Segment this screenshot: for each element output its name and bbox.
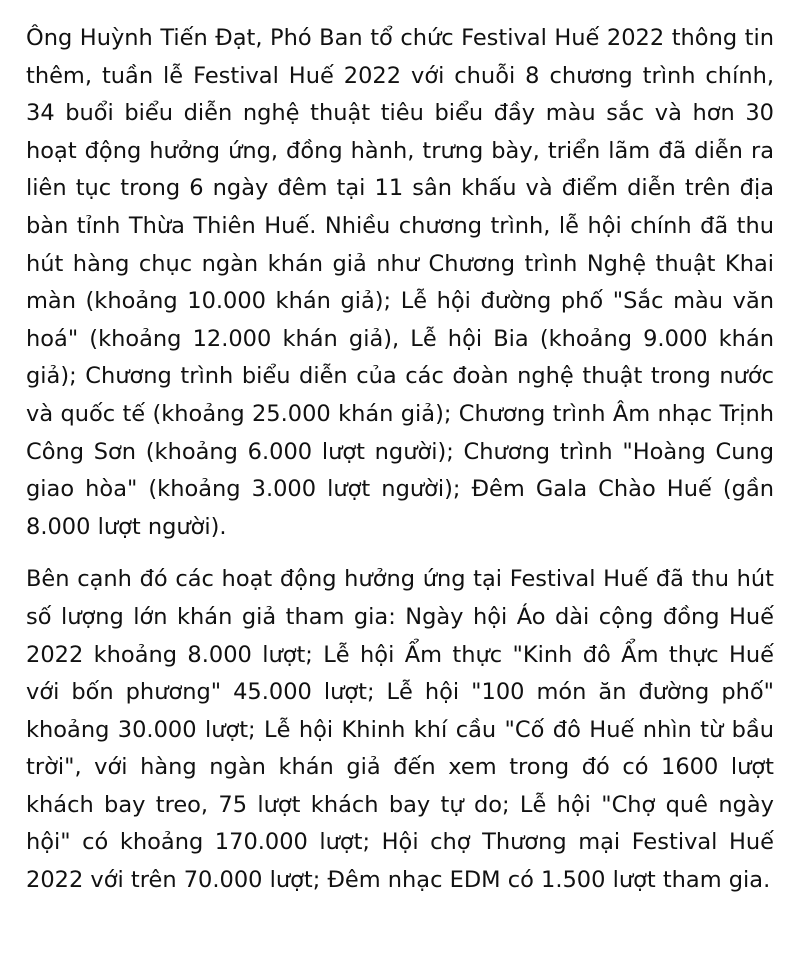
paragraph-side-events: Bên cạnh đó các hoạt động hưởng ứng tại Festival Huế đã thu hút số lượng lớn khán giả tham gia: Ngày hội Áo dài cộng đồng Huế 2022 khoảng 8.000 lượt; Lễ hội Ẩm thực "Kinh đô Ẩm thực Huế với bốn phương" 45.000 lượt; Lễ hội "100 món ăn đường phố" khoảng 30.000 lượt; Lễ hội Khinh khí cầu "Cố đô Huế nhìn từ bầu trời", với hàng ngàn khán giả đến xem trong đó có 1600 lượt khách bay treo, 75 lượt khách bay tự do; Lễ hội "Chợ quê ngày hội" có khoảng 170.000 lượt; Hội chợ Thương mại Festival Huế 2022 với trên 70.000 lượt; Đêm nhạc EDM có 1.500 lượt tham gia. xyxy=(26,566,774,894)
paragraph-festival-summary: Ông Huỳnh Tiến Đạt, Phó Ban tổ chức Festival Huế 2022 thông tin thêm, tuần lễ Festival Huế 2022 với chuỗi 8 chương trình chính, 34 buổi biểu diễn nghệ thuật tiêu biểu đầy màu sắc và hơn 30 hoạt động hưởng ứng, đồng hành, trưng bày, triển lãm đã diễn ra liên tục trong 6 ngày đêm tại 11 sân khấu và điểm diễn trên địa bàn tỉnh Thừa Thiên Huế. Nhiều chương trình, lễ hội chính đã thu hút hàng chục ngàn khán giả như Chương trình Nghệ thuật Khai màn (khoảng 10.000 khán giả); Lễ hội đường phố "Sắc màu văn hoá" (khoảng 12.000 khán giả), Lễ hội Bia (khoảng 9.000 khán giả); Chương trình biểu diễn của các đoàn nghệ thuật trong nước và quốc tế (khoảng 25.000 khán giả); Chương trình Âm nhạc Trịnh Công Sơn (khoảng 6.000 lượt người); Chương trình "Hoàng Cung giao hòa" (khoảng 3.000 lượt người); Đêm Gala Chào Huế (gần 8.000 lượt người). xyxy=(26,25,774,540)
